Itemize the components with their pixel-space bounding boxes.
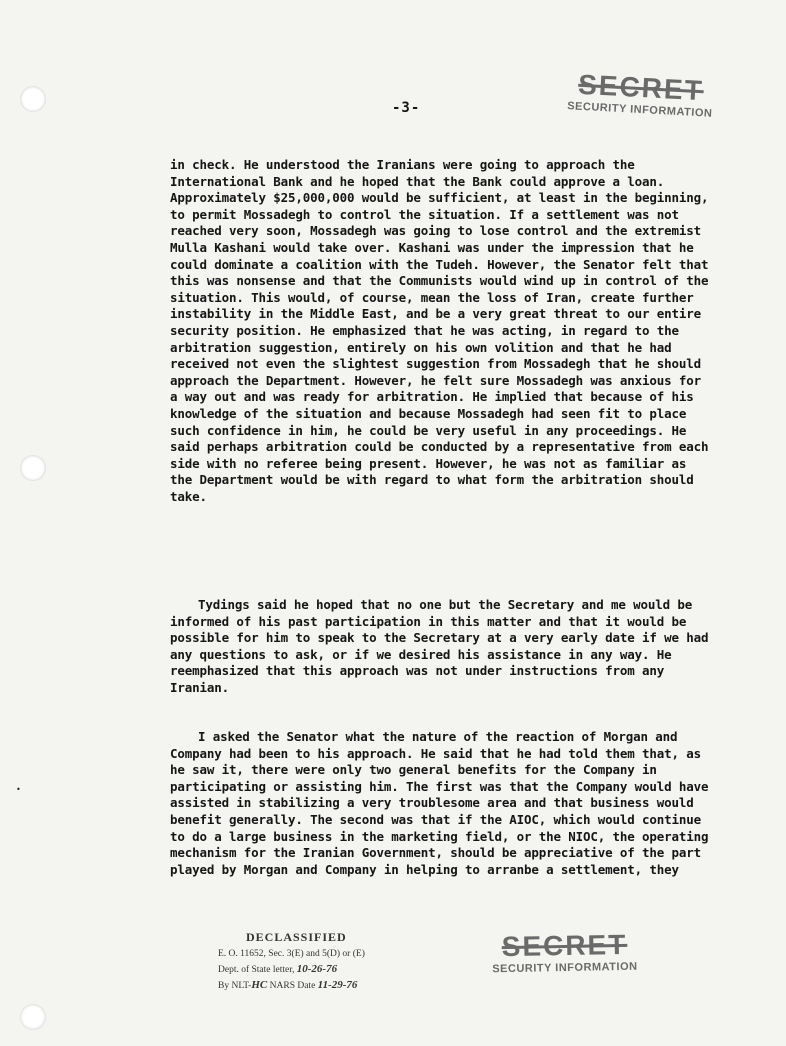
punch-hole-middle xyxy=(20,455,46,481)
declassification-stamp xyxy=(218,930,365,991)
paragraph-2: Tydings said he hoped that no one but the Secretary and me would be informed of his past participation in this matter and that it would be possible for him to speak to the Secretary at a very early date if we had any questions to ask, or if we desired his assistance in any way. He reemphasized that this approach was not under instructions from any Iranian. xyxy=(170,597,709,695)
declass-nars-date: 11-29-76 xyxy=(317,979,358,991)
declass-letter-label: Dept. of State letter, xyxy=(218,965,295,975)
declass-authority-line: E. O. 11652, Sec. 3(E) and 5(D) or (E) xyxy=(218,949,365,959)
declass-by-label: By NLT- xyxy=(218,981,252,991)
declass-initials: HC xyxy=(251,979,268,991)
secret-stamp-top-sub: SECURITY INFORMATION xyxy=(566,100,713,120)
paragraph-1: in check. He understood the Iranians were going to approach the International Bank and he hoped that the Bank could approve a loan. Approximately $25,000,000 would be sufficient, at least in the beginning, to permit Mossadegh to control the situation. If a settlement was not reached very soon, Mossadegh was going to lose control and the extremist Mulla Kashani would take over. Kashani was under the impression that he could dominate a coalition with the Tudeh. However, the Senator felt that this was nonsense and that the Communists would wind up in control of the situation. This would, of course, mean the loss of Iran, create further instability in the Middle East, and be a very great threat to our entire security position. He emphasized that he was acting, in regard to the arbitration suggestion, entirely on his own volition and that he had received not even the slightest suggestion from Mossadegh that he should approach the Department. However, he felt sure Mossadegh was anxious for a way out and was ready for arbitration. He implied that because of his knowledge of the situation and because Mossadegh had seen fit to place such confidence in him, he could be very useful in any proceedings. He said perhaps arbitration could be conducted by a representative from each side with no referee being present. However, he was not as familiar as the Department would be with regard to what form the arbitration should take. xyxy=(170,157,709,504)
declassified-title: DECLASSIFIED xyxy=(246,930,347,944)
paragraph-3: I asked the Senator what the nature of the reaction of Morgan and Company had been to his approach. He said that he had told them that, as he saw it, there were only two general benefits for the Company in participating or assisting him. The first was that the Company would have assisted in stabilizing a very troublesome area and that business would benefit generally. The second was that if the AIOC, which would continue to do a large business in the marketing field, or the NIOC, the operating mechanism for the Iranian Government, should be appreciative of the part played by Morgan and Company in helping to arranbe a settlement, they xyxy=(170,729,709,877)
declass-nars-label: NARS Date xyxy=(269,981,316,991)
secret-stamp-bottom-sub: SECURITY INFORMATION xyxy=(492,960,638,976)
punch-hole-bottom xyxy=(20,1004,46,1030)
secret-stamp-top xyxy=(567,68,714,120)
declass-letter-line xyxy=(218,963,365,975)
secret-stamp-top-main: SECRET xyxy=(577,68,705,107)
page-number: -3- xyxy=(392,100,421,116)
secret-stamp-bottom-main: SECRET xyxy=(501,928,628,963)
punch-hole-top xyxy=(20,86,46,112)
secret-stamp-bottom xyxy=(492,929,638,976)
declass-nars-line xyxy=(218,979,365,991)
declass-letter-date: 10-26-76 xyxy=(296,963,338,975)
margin-mark: • xyxy=(16,785,21,794)
